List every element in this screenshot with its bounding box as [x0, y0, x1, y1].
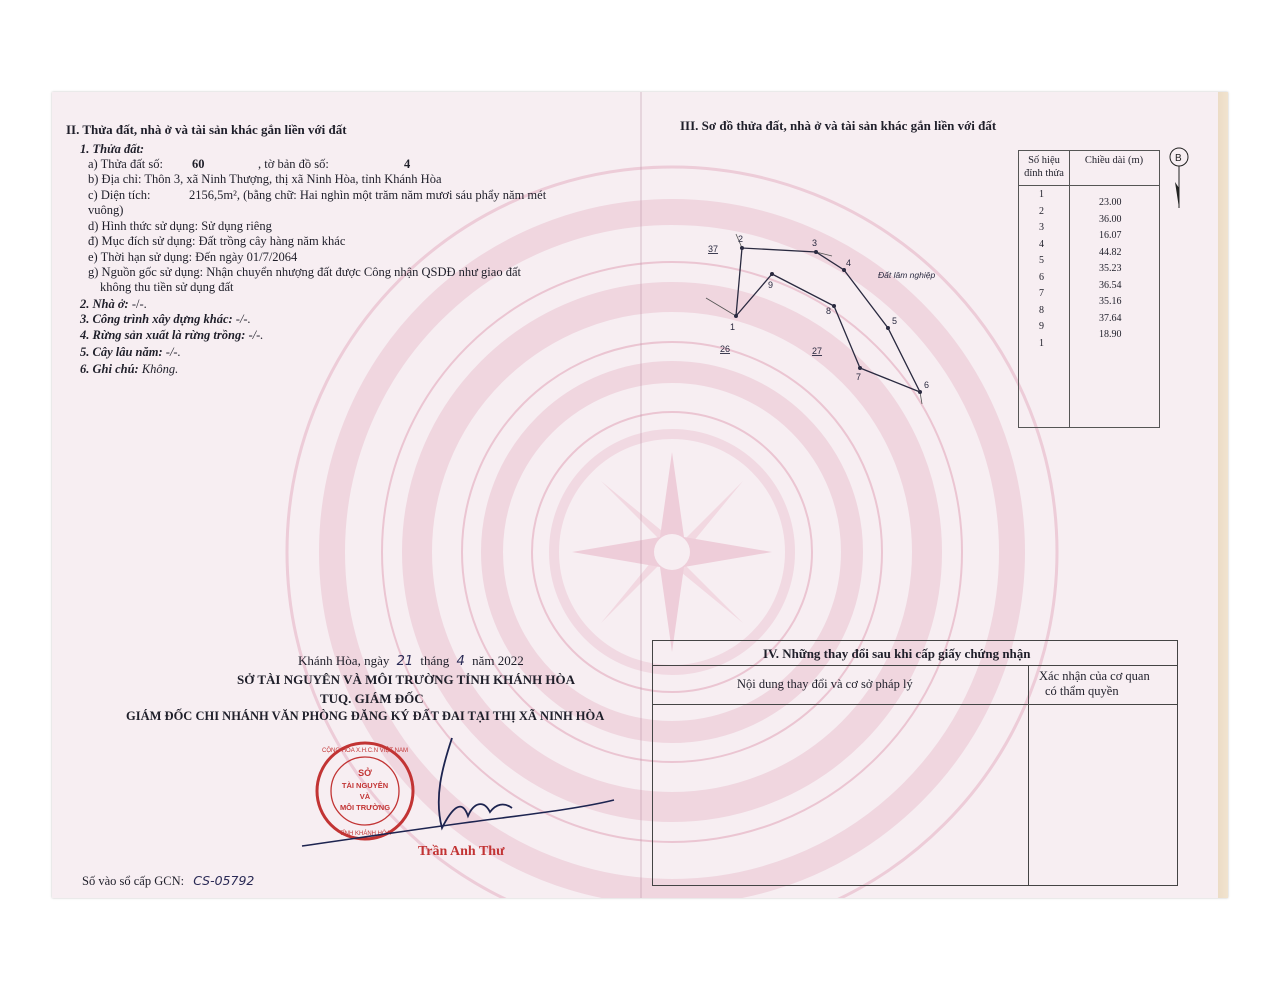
vertex-label-5: 5: [892, 316, 898, 326]
place-date: [298, 653, 524, 669]
usage-purpose: đ) Mục đích sử dụng: Đất trồng cây hàng năm khác: [88, 234, 346, 248]
table-vertex-id: 1: [1039, 337, 1044, 349]
table-vertex-id: 8: [1039, 304, 1044, 316]
north-arrow-icon: [1166, 146, 1192, 212]
table-vertex-id: 3: [1039, 222, 1044, 233]
place-date-prefix: Khánh Hòa, ngày: [298, 653, 390, 668]
svg-text:TÀI NGUYÊN: TÀI NGUYÊN: [341, 781, 389, 790]
area-value-cont: vuông): [88, 203, 124, 217]
address-line: b) Địa chỉ: Thôn 3, xã Ninh Thượng, thị xã Ninh Hòa, tỉnh Khánh Hòa: [88, 172, 442, 186]
vertex-label-1: 1: [730, 322, 736, 332]
area-label: c) Diện tích:: [88, 188, 151, 202]
vertex-label-2: 2: [738, 234, 744, 244]
usage-term: e) Thời hạn sử dụng: Đến ngày 01/7/2064: [88, 250, 298, 264]
item4: [80, 328, 263, 343]
item5-label: 5. Cây lâu năm:: [80, 345, 163, 359]
vertex-label-4: 4: [846, 258, 852, 268]
svg-text:CỘNG HÒA X.H.C.N VIỆT NAM: CỘNG HÒA X.H.C.N VIỆT NAM: [322, 748, 408, 754]
table-length-value: 23.00: [1099, 197, 1122, 208]
item2-label: 2. Nhà ở:: [80, 297, 129, 311]
neighbor-parcel-26: 26: [720, 344, 731, 354]
table-length-value: 35.23: [1099, 263, 1122, 274]
vertex-length-table: [1018, 150, 1160, 428]
section3-title: III. Sơ đồ thửa đất, nhà ở và tài sản khác gắn liền với đất: [680, 118, 997, 133]
parcel-number-value: 60: [192, 157, 205, 171]
registry-label: Số vào sổ cấp GCN:: [82, 874, 185, 888]
item5: [80, 345, 181, 360]
center-fold: [640, 92, 642, 898]
vertex-label-8: 8: [826, 306, 832, 316]
month-label: tháng: [420, 653, 450, 668]
area-value: 2156,5m², (bằng chữ: Hai nghìn một trăm năm mươi sáu phẩy năm mét: [189, 188, 547, 202]
item6: [80, 362, 178, 377]
year-label: năm 2022: [472, 653, 524, 668]
svg-text:MÔI TRƯỜNG: MÔI TRƯỜNG: [339, 803, 391, 812]
item3-value: -/-.: [235, 312, 251, 326]
usage-form: d) Hình thức sử dụng: Sử dụng riêng: [88, 219, 272, 233]
table-vertex-id: 1: [1039, 189, 1044, 200]
item2: [80, 297, 147, 312]
signer-position: GIÁM ĐỐC CHI NHÁNH VĂN PHÒNG ĐĂNG KÝ ĐẤT ĐAI TẠI THỊ XÃ NINH HÒA: [126, 709, 605, 723]
date-day: 21: [396, 654, 414, 669]
item3-label: 3. Công trình xây dựng khác:: [80, 312, 233, 326]
changes-col-content: Nội dung thay đổi và cơ sở pháp lý: [737, 677, 913, 691]
date-month: 4: [456, 654, 465, 669]
table-length-value: 35.16: [1099, 296, 1122, 307]
item4-label: 4. Rừng sản xuất là rừng trồng:: [80, 328, 246, 342]
item1-title: 1. Thửa đất:: [80, 142, 145, 156]
forest-land-label: Đất lâm nghiệp: [878, 270, 936, 280]
authorization-line: TUQ. GIÁM ĐỐC: [320, 691, 424, 706]
map-number-value: 4: [404, 157, 411, 171]
parcel-plan: [692, 222, 952, 412]
changes-col-confirm-line1: Xác nhận của cơ quan: [1039, 669, 1150, 683]
vertex-label-7: 7: [856, 372, 862, 382]
neighbor-parcel-37: 37: [708, 244, 719, 254]
table-header-length: Chiều dài (m): [1084, 155, 1144, 166]
table-length-value: 36.00: [1099, 213, 1122, 225]
registry-value: CS-05792: [193, 873, 255, 888]
item5-value: -/-.: [165, 345, 181, 359]
parcel-number-label: a) Thửa đất số:: [88, 157, 163, 171]
signer-name: Trần Anh Thư: [418, 844, 505, 859]
north-label: B: [1175, 153, 1182, 164]
table-vertex-id: 6: [1039, 271, 1044, 283]
table-length-value: 18.90: [1099, 329, 1122, 340]
table-vertex-id: 7: [1039, 288, 1044, 299]
usage-origin-cont: không thu tiền sử dụng đất: [100, 280, 234, 294]
table-vertex-id: 5: [1039, 255, 1044, 266]
table-length-value: 44.82: [1099, 246, 1122, 258]
item3: [80, 312, 251, 327]
registry-number: [82, 873, 254, 889]
svg-text:TỈNH KHÁNH HÒA: TỈNH KHÁNH HÒA: [339, 831, 391, 837]
handwritten-signature: [292, 728, 622, 858]
table-vertex-id: 4: [1039, 238, 1044, 250]
vertex-label-6: 6: [924, 380, 930, 390]
changes-table: [652, 640, 1178, 886]
table-length-value: 37.64: [1099, 312, 1122, 324]
table-vertex-id: 9: [1039, 321, 1044, 332]
vertex-label-3: 3: [812, 238, 818, 248]
certificate-sheet: [52, 92, 1228, 898]
vertex-label-9: 9: [768, 280, 774, 290]
item6-label: 6. Ghi chú:: [80, 362, 139, 376]
neighbor-parcel-27: 27: [812, 346, 823, 356]
table-length-value: 16.07: [1099, 230, 1122, 241]
paper-edge: [1218, 92, 1228, 898]
item6-value: Không.: [141, 362, 179, 376]
table-header-vertex: Số hiệu đỉnh thửa: [1024, 155, 1064, 179]
section4-title: IV. Những thay đổi sau khi cấp giấy chứng nhận: [763, 646, 1031, 661]
section2-title: II. Thửa đất, nhà ở và tài sản khác gắn liền với đất: [66, 122, 347, 137]
usage-origin: g) Nguồn gốc sử dụng: Nhận chuyển nhượng đất được Công nhận QSDĐ như giao đất: [88, 265, 521, 279]
svg-text:VÀ: VÀ: [359, 792, 371, 801]
table-length-value: 36.54: [1099, 279, 1122, 291]
item4-value: -/-.: [248, 328, 264, 342]
svg-text:SỞ: SỞ: [358, 768, 372, 778]
issuing-org: SỞ TÀI NGUYÊN VÀ MÔI TRƯỜNG TỈNH KHÁNH HÒA: [237, 672, 576, 687]
table-vertex-id: 2: [1039, 205, 1044, 217]
changes-col-confirm-line2: có thẩm quyền: [1045, 684, 1119, 698]
map-number-label: , tờ bản đồ số:: [258, 157, 329, 171]
item2-value: -/-.: [131, 297, 147, 311]
